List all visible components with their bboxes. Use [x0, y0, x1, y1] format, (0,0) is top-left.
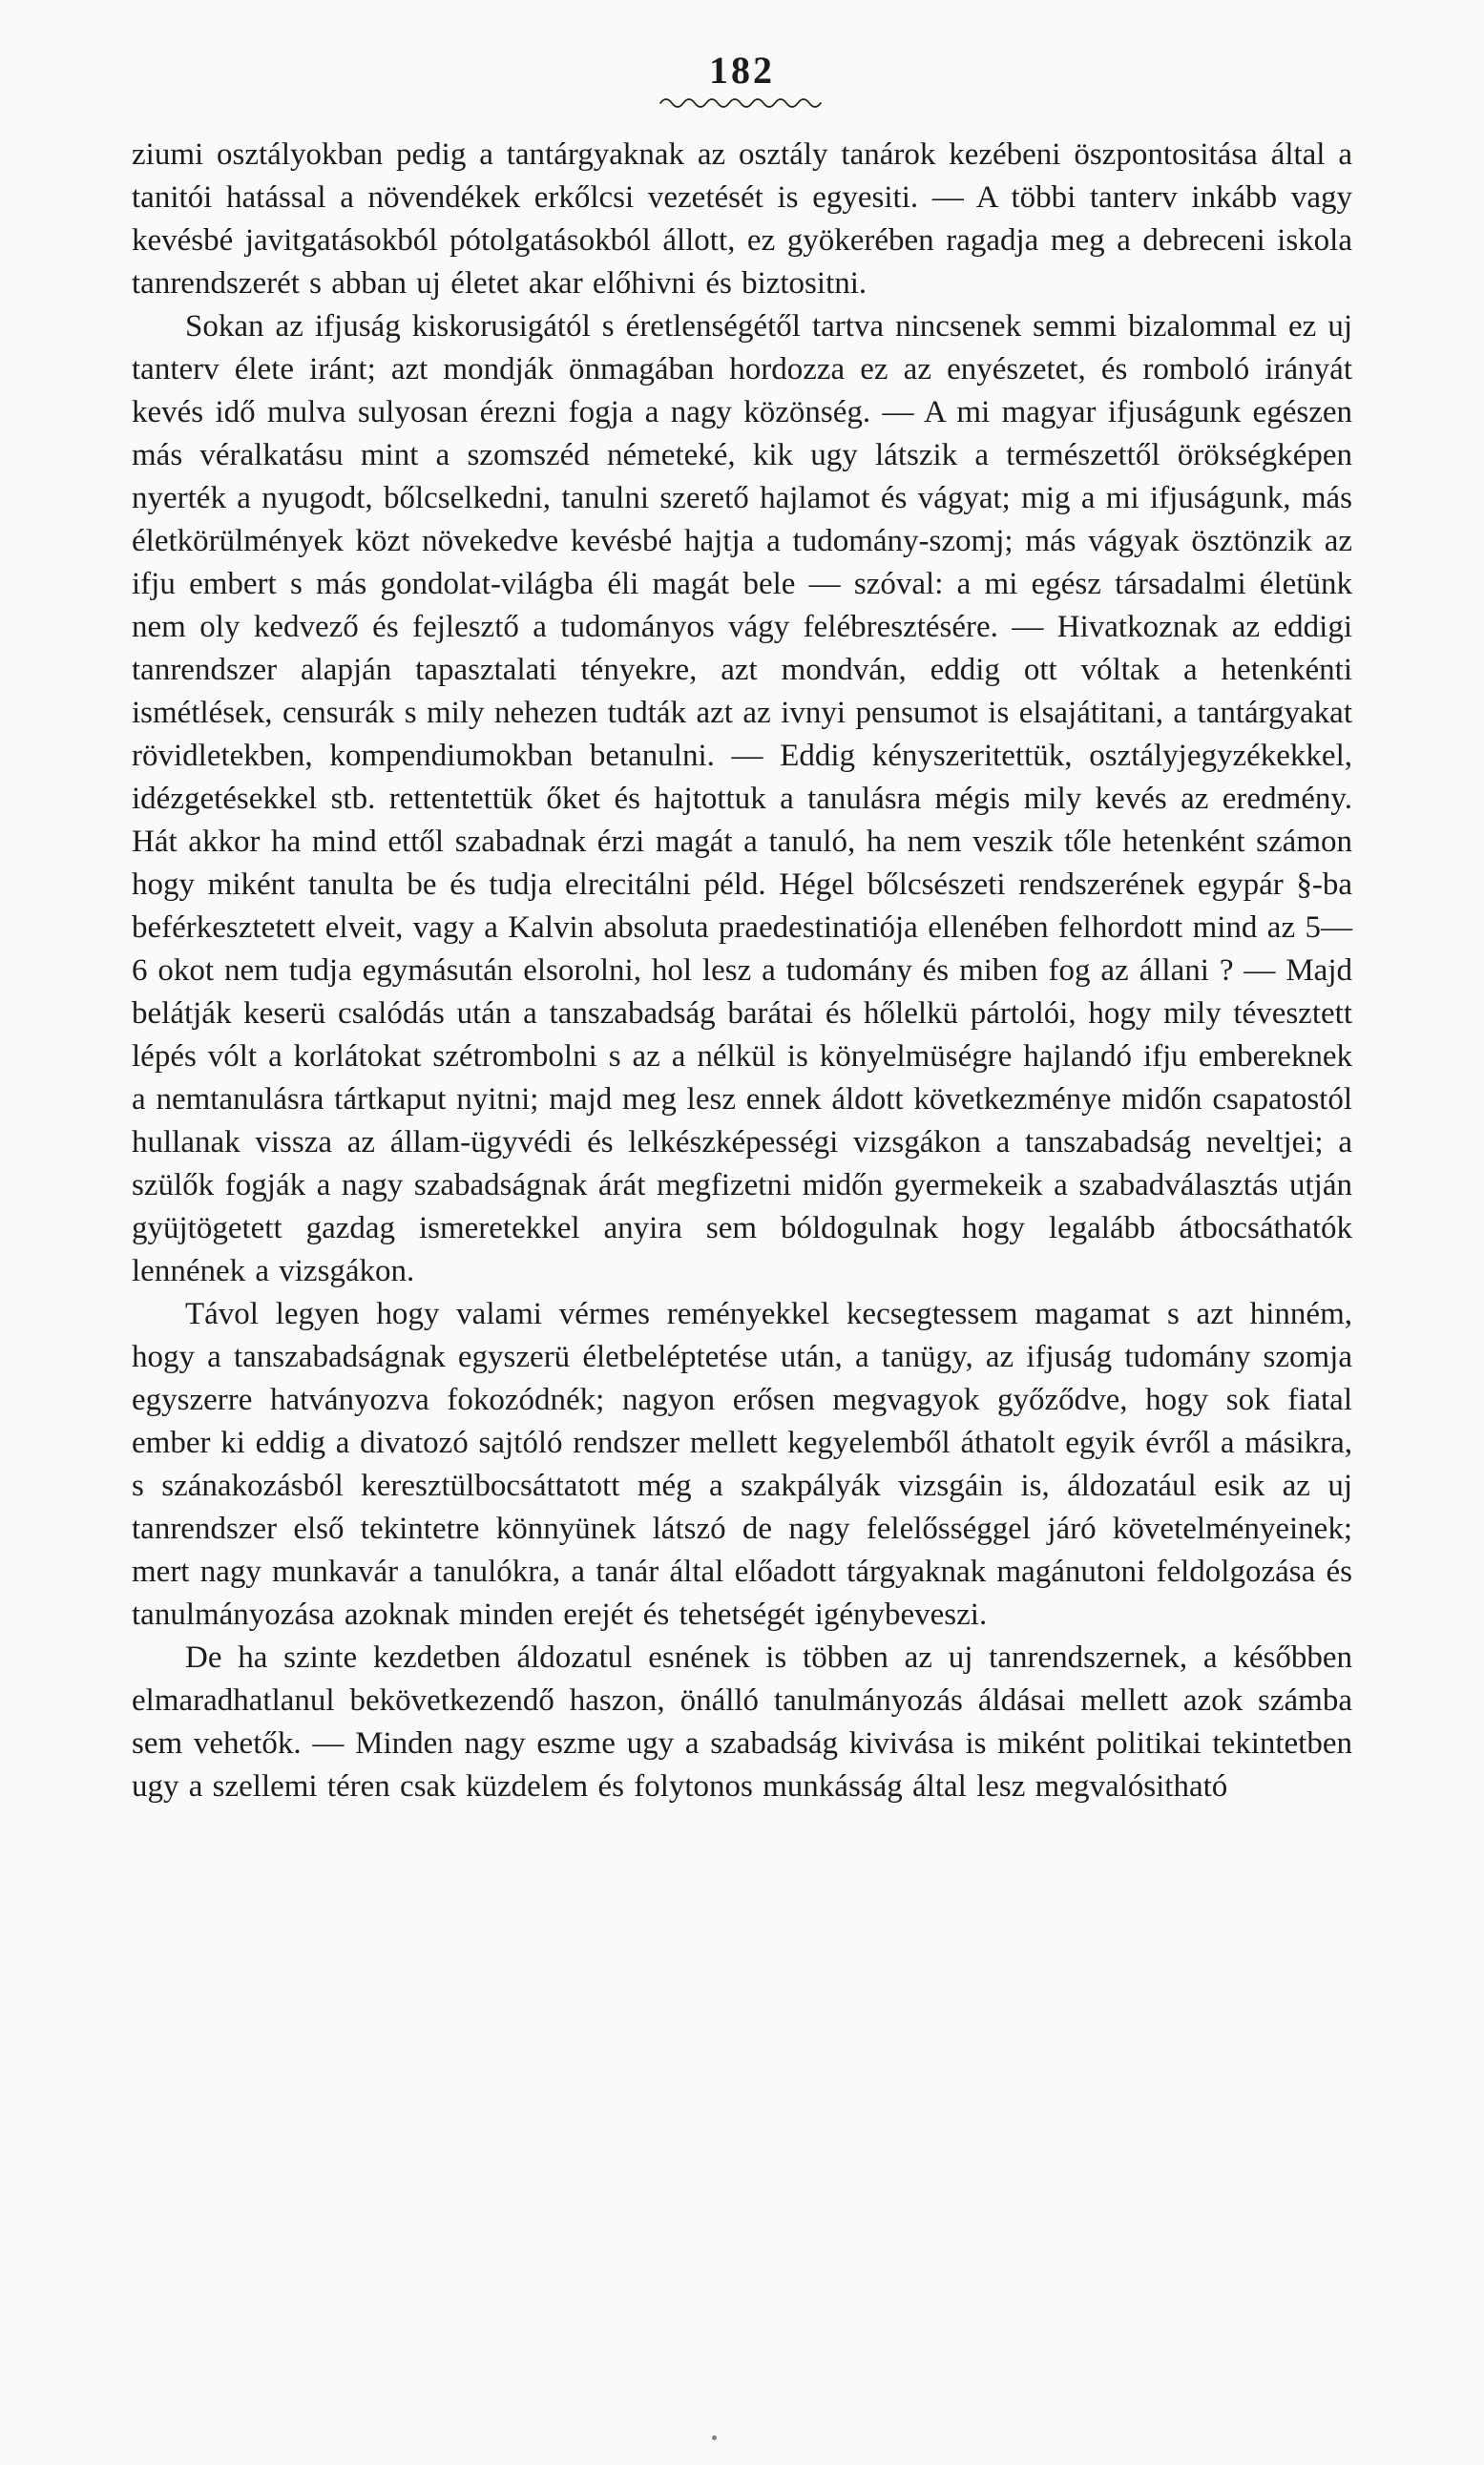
page-text [132, 134, 1352, 1808]
squiggle-divider [657, 94, 828, 109]
paragraph-tavol: Távol legyen hogy valami vérmes reményekkel kecsegtessem magamat s azt hinném, hogy a tanszabadságnak egyszerü életbeléptetése után, a tanügy, az ifjuság tudomány szomja egyszerre hatványozva fokozódnék; nagyon erősen megvagyok győződve, hogy sok fiatal ember ki eddig a divatozó sajtóló rendszer mellett kegyelemből áthatolt egyik évről a másikra, s szánakozásból keresztülbocsáttatott még a szakpályák vizsgáin is, áldozatául esik az uj tanrendszer első tekintetre könnyünek látszó de nagy felelősséggel járó követelményeinek; mert nagy munkavár a tanulókra, a tanár által előadott tárgyaknak magánutoni feldolgozása és tanulmányozása azoknak minden erejét és tehetségét igénybeveszi. [132, 1297, 1352, 1632]
page-number: 182 [709, 49, 775, 92]
print-artifact-dot [712, 2435, 717, 2440]
paragraph-sokan: Sokan az ifjuság kiskorusigától s éretlenségétől tartva nincsenek semmi bizalommal ez uj tanterv élete iránt; azt mondják önmagában hordozza ez az enyészetet, és romboló irányát kevés idő mulva sulyosan érezni fogja a nagy közönség. — A mi magyar ifjuságunk egészen más véralkatásu mint a szomszéd németeké, kik ugy látszik a természettől örökségképen nyerték a nyugodt, bőlcselkedni, tanulni szerető hajlamot és vágyat; mig a mi ifjuságunk, más életkörülmények közt növekedve kevésbé hajtja a tudomány-szomj; más vágyak ösztönzik az ifju embert s más gondolat-világba éli magát bele — szóval: a mi egész társadalmi életünk nem oly kedvező és fejlesztő a tudományos vágy felébresztésére. — Hivatkoznak az eddigi tanrendszer alapján tapasztalati tényekre, azt mondván, eddig ott vóltak a hetenkénti ismétlések, censurák s mily nehezen tudták azt az ivnyi pensumot is elsajátitani, a tantárgyakat rövidletekben, kompendiumokban betanulni. — Eddig kényszeritettük, osztályjegyzékekkel, idézgetésekkel stb. rettentettük őket és hajtottuk a tanulásra mégis mily kevés az eredmény. Hát akkor ha mind ettől szabadnak érzi magát a tanuló, ha nem veszik tőle hetenként számon hogy miként tanulta be és tudja elrecitálni péld. Hégel bőlcsészeti rendszerének egypár §-ba beférkesztetett elveit, vagy a Kalvin absoluta praedestinatiója ellenében felhordott mind az 5—6 okot nem tudja egymásután elsorolni, hol lesz a tudomány és miben fog az állani ? — Majd belátják keserü csalódás után a tanszabadság barátai és hőlelkü pártolói, hogy mily tévesztett lépés vólt a korlátokat szétrombolni s az a nélkül is könyelmüségre hajlandó ifju embereknek a nemtanulásra tártkaput nyitni; majd meg lesz ennek áldott következménye midőn csapatostól hullanak vissza az állam-ügyvédi és lelkészképességi vizsgákon a tanszabadság neveltjei; a szülők fogják a nagy szabadságnak árát megfizetni midőn gyermekeik a szabadválasztás utján gyüjtögetett gazdag ismeretekkel anyira sem bóldogulnak hogy legalább átbocsáthatók lennének a vizsgákon. [132, 309, 1352, 1288]
page-header [132, 50, 1352, 109]
paragraph-de-ha: De ha szinte kezdetben áldozatul esnének is többen az uj tanrendszernek, a későbben elmaradhatlanul bekövetkezendő haszon, önálló tanulmányozás áldásai mellett azok számba sem vehetők. — Minden nagy eszme ugy a szabadság kivivása is miként politikai tekintetben ugy a szellemi téren csak küzdelem és folytonos munkásság által lesz megvalósitható [132, 1640, 1352, 1804]
paragraph-continuation: ziumi osztályokban pedig a tantárgyaknak az osztály tanárok kezébeni öszpontositása által a tanitói hatással a növendékek erkőlcsi vezetését is egyesiti. — A többi tanterv inkább vagy kevésbé javitgatásokból pótolgatásokból állott, ez gyökerében ragadja meg a debreceni iskola tanrendszerét s abban uj életet akar előhivni és biztositni. [132, 137, 1352, 301]
